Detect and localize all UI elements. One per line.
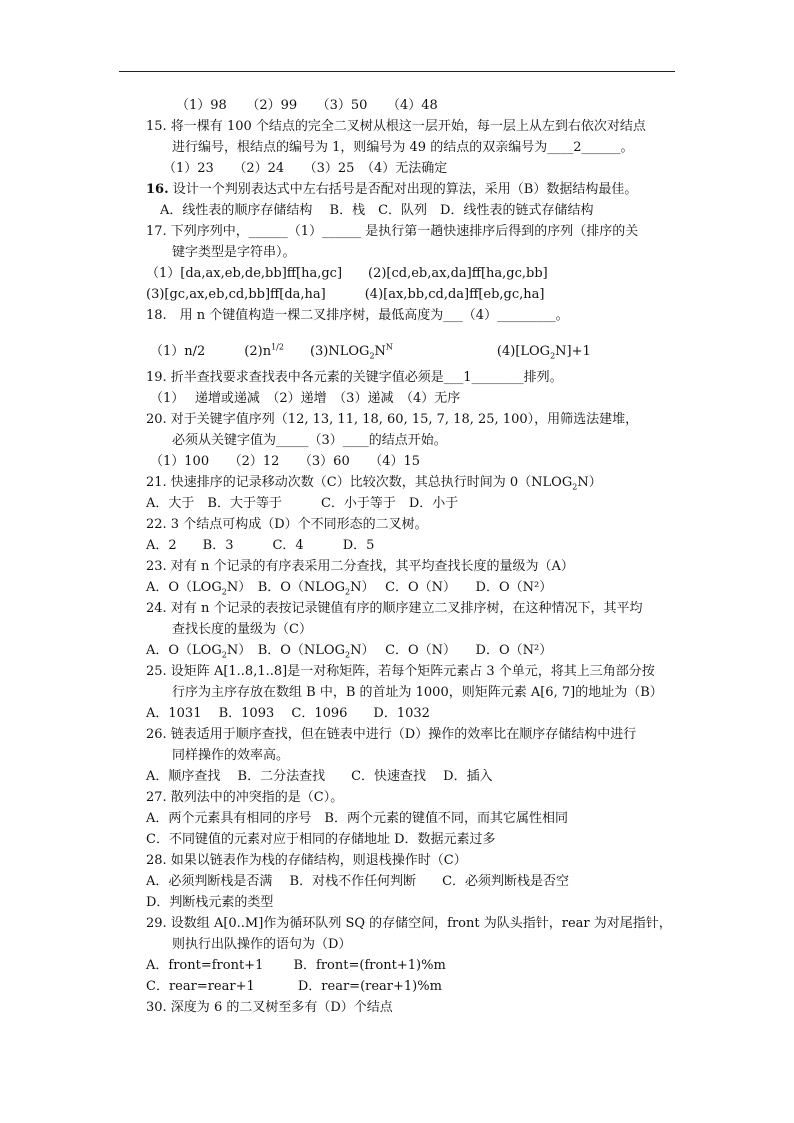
options-q29-a: A．front=front+1 B．front=(front+1)%m [146, 958, 446, 973]
question-21: 21. 快速排序的记录移动次数（C）比较次数，其总执行时间为 $0(NLOG_2N)$ [146, 475, 602, 492]
question-17-line-1: 17. 下列序列中，______（1）______ 是执行第一趟快速排序后得到的序列（排序的关 [146, 224, 639, 239]
options-q26: A．顺序查找 B．二分法查找 C．快速查找 D．插入 [146, 769, 493, 784]
options-q21: A．大于 B．大于等于 C．小于等于 D．小于 [146, 496, 459, 511]
question-20-line-1: 20. 对于关键字值序列（12, 13, 11, 18, 60, 15, 7, 18, 25, 100），用筛选法建堆， [146, 412, 639, 427]
options-q18: （1）n/2 $(2)n^{1/2}$ $(3)NLOG_2N^N$ $(4)[LOG_2N]+1$ [150, 342, 591, 361]
options-q14: （1）98 （2）99 （3）50 （4）48 [176, 98, 438, 113]
options-q24: A．$O(LOG_2N)$ B．$O(NLOG_2N)$ C．O（N） D．O（N²） [146, 643, 553, 660]
options-q23: A．$O(LOG_2N)$ B．$O(NLOG_2N)$ C．O（N） D．O（N²） [146, 580, 553, 597]
options-q15: （1）23 （2）24 （3）25 （4）无法确定 [163, 161, 448, 176]
question-19: 19. 折半查找要求查找表中各元素的关键字值必须是___1________排列。 [146, 370, 563, 385]
options-q28-b: D．判断栈元素的类型 [146, 895, 274, 910]
question-22: 22. 3 个结点可构成（D）个不同形态的二叉树。 [146, 517, 428, 532]
question-16-number: 16. [146, 182, 169, 197]
question-25-line-2: 行序为主序存放在数组 B 中，B 的首址为 1000，则矩阵元素 A[6, 7]的地址为（B） [172, 685, 663, 700]
options-q16: A．线性表的顺序存储结构 B．栈 C．队列 D．线性表的链式存储结构 [160, 203, 594, 218]
options-q22: A．2 B．3 C．4 D．5 [146, 538, 375, 553]
question-17-line-2: 键字类型是字符串）。 [172, 245, 296, 260]
question-24-line-1: 24. 对有 n 个记录的表按记录键值有序的顺序建立二叉排序树，在这种情况下，其平均 [146, 601, 643, 616]
options-q20: （1）100 （2）12 （3）60 （4）15 [150, 454, 421, 469]
question-30: 30. 深度为 6 的二叉树至多有（D）个结点 [146, 1000, 393, 1015]
question-15-line-2: 进行编号，根结点的编号为 1，则编号为 49 的结点的双亲编号为____2______。 [172, 140, 634, 155]
question-29-line-1: 29. 设数组 A[0..M]作为循环队列 SQ 的存储空间，front 为队头指针，rear 为对尾指针， [146, 916, 672, 931]
question-26-line-1: 26. 链表适用于顺序查找，但在链表中进行（D）操作的效率比在顺序存储结构中进行 [146, 727, 637, 742]
options-q19: （1） 递增或递减 （2）递增 （3）递减 （4）无序 [150, 391, 461, 406]
question-16: 16. 设计一个判别表达式中左右括号是否配对出现的算法，采用（B）数据结构最佳。 [146, 182, 638, 197]
options-q27-a: A．两个元素具有相同的序号 B．两个元素的键值不同，而其它属性相同 [146, 811, 568, 826]
question-18: 18. 用 n 个键值构造一棵二叉排序树，最低高度为___（4）_________。 [146, 308, 569, 323]
question-27: 27. 散列法中的冲突指的是（C）。 [146, 790, 344, 805]
question-29-line-2: 则执行出队操作的语句为（D） [172, 937, 352, 952]
options-q27-b: C．不同键值的元素对应于相同的存储地址 D．数据元素过多 [146, 832, 496, 847]
options-q17-a: （1）[da,ax,eb,de,bb]ff[ha,gc] (2)[cd,eb,ax,da]ff[ha,gc,bb] [146, 266, 548, 281]
options-q25: A．1031 B．1093 C．1096 D．1032 [146, 706, 430, 721]
question-20-line-2: 必须从关键字值为_____（3）____的结点开始。 [172, 433, 447, 448]
question-15-line-1: 15. 将一棵有 100 个结点的完全二叉树从根这一层开始，每一层上从左到右依次对结点 [146, 119, 646, 134]
options-q17-b: (3)[gc,ax,eb,cd,bb]ff[da,ha] (4)[ax,bb,cd,da]ff[eb,gc,ha] [146, 287, 545, 302]
options-q28-a: A．必须判断栈是否满 B．对栈不作任何判断 C．必须判断栈是否空 [146, 874, 570, 889]
question-25-line-1: 25. 设矩阵 A[1..8,1..8]是一对称矩阵，若每个矩阵元素占 3 个单元，将其上三角部分按 [146, 664, 655, 679]
question-23: 23. 对有 n 个记录的有序表采用二分查找，其平均查找长度的量级为（A） [146, 559, 574, 574]
header-rule [119, 71, 675, 72]
question-28: 28. 如果以链表作为栈的存储结构，则退栈操作时（C） [146, 853, 467, 868]
question-24-line-2: 查找长度的量级为（C） [172, 622, 312, 637]
question-26-line-2: 同样操作的效率高。 [172, 748, 290, 763]
options-q29-b: C．rear=rear+1 D．rear=(rear+1)%m [146, 979, 442, 994]
